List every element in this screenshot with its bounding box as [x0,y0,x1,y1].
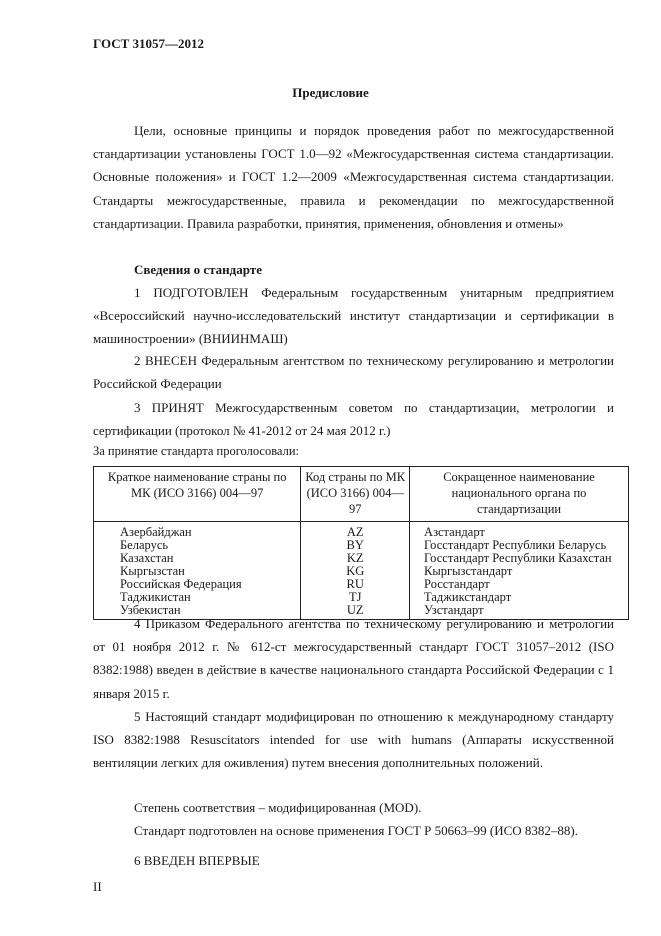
item-4-paragraph: 4 Приказом Федерального агентства по техническому регулированию и метрологии от 01 ноября 2012 г. № 612-ст межгосударственный стандарт ГОСТ 31057–2012 (ISO 8382:1988) введен в действие в качестве национального стандарта Российской Федерации с 1 января 2015 г. [93,616,614,701]
table-row [94,522,629,540]
country-cell: Беларусь [94,539,301,552]
code-cell: UZ [301,604,410,620]
code-cell: KG [301,565,410,578]
item-5-paragraph: 5 Настоящий стандарт модифицирован по отношению к международному стандарту ISO 8382:1988 Resuscitators intended for use with humans (Аппараты искусственной вентиляции легких для оживления) путем внесения дополнительных положений. [93,709,614,771]
country-cell: Узбекистан [94,604,301,620]
country-cell: Азербайджан [94,522,301,540]
code-cell: KZ [301,552,410,565]
table-header-country: Краткое наименование страны по МК (ИСО 3166) 004—97 [94,467,301,522]
country-cell: Российская Федерация [94,578,301,591]
body-cell: Узстандарт [410,604,629,620]
code-cell: BY [301,539,410,552]
page-number: II [93,879,102,894]
page-title: Предисловие [292,85,369,100]
document-header: ГОСТ 31057—2012 [93,36,205,51]
code-cell: RU [301,578,410,591]
table-caption: За принятие стандарта проголосовали: [93,444,299,458]
table-header-code: Код страны по МК (ИСО 3166) 004—97 [301,467,410,522]
body-cell: Азстандарт [410,522,629,540]
intro-paragraph: Цели, основные принципы и порядок проведения работ по межгосударственной стандартизации установлены ГОСТ 1.0—92 «Межгосударственная система стандартизации. Основные положения» и ГОСТ 1.2—2009 «Межгосударственная система стандартизации. Стандарты межгосударственные, правила и рекомендации по межгосударственной стандартизации. Правила разработки, принятия, применения, обновления и отмены» [93,123,614,231]
voting-table [93,466,629,620]
body-cell: Таджикстандарт [410,591,629,604]
basis-paragraph: Стандарт подготовлен на основе применения ГОСТ Р 50663–99 (ИСО 8382–88). [134,823,579,838]
table-header-body: Сокращенное наименование национального органа по стандартизации [410,467,629,522]
code-cell: TJ [301,591,410,604]
item-6-paragraph: 6 ВВЕДЕН ВПЕРВЫЕ [134,853,260,868]
item-2-paragraph: 2 ВНЕСЕН Федеральным агентством по техническому регулированию и метрологии Российской Федерации [93,353,614,392]
code-cell: AZ [301,522,410,540]
country-cell: Кыргызстан [94,565,301,578]
body-cell: Кыргызстандарт [410,565,629,578]
country-cell: Казахстан [94,552,301,565]
item-3-paragraph: 3 ПРИНЯТ Межгосударственным советом по стандартизации, метрологии и сертификации (протокол № 41-2012 от 24 мая 2012 г.) [93,400,614,439]
conformity-paragraph: Степень соответствия – модифицированная (MOD). [134,800,422,815]
body-cell: Госстандарт Республики Казахстан [410,552,629,565]
info-heading: Сведения о стандарте [134,262,262,277]
item-1-paragraph: 1 ПОДГОТОВЛЕН Федеральным государственным унитарным предприятием «Всероссийский научно-исследовательский институт стандартизации и сертификации в машиностроении» (ВНИИНМАШ) [93,285,614,347]
body-cell: Росстандарт [410,578,629,591]
table-header-row [94,467,629,522]
country-cell: Таджикистан [94,591,301,604]
body-cell: Госстандарт Республики Беларусь [410,539,629,552]
